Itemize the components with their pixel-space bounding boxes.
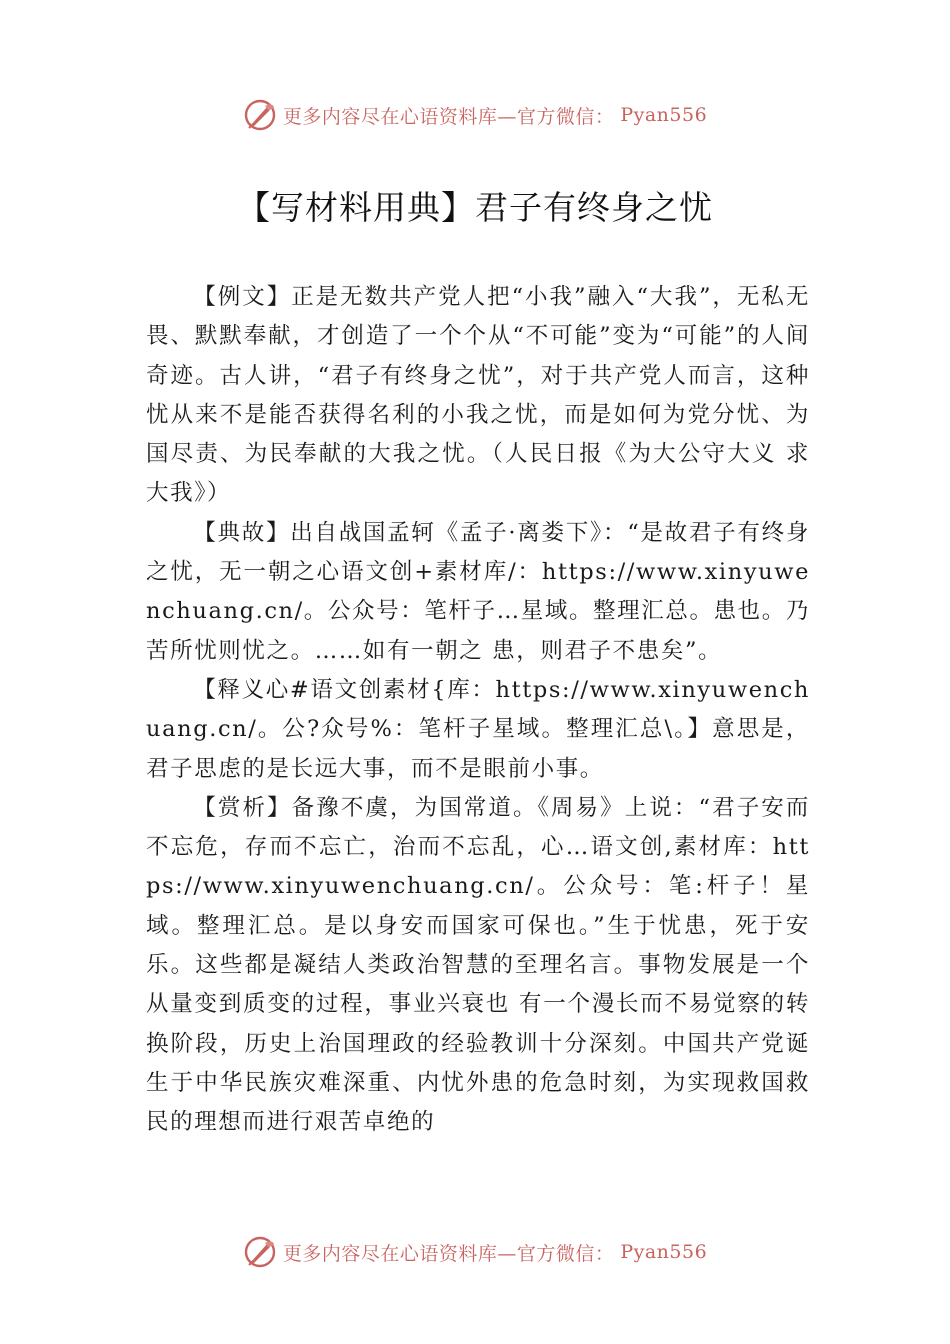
- header-banner: [0, 95, 950, 135]
- wechat-id: Pyan556: [620, 104, 708, 126]
- banner-text: 更多内容尽在心语资料库—官方微信：: [282, 1242, 615, 1265]
- paragraph-meaning: 【释义心#语文创素材{库：https://www.xinyuwenchuang.cn/。公?众号%：笔杆子星域。整理汇总\。】意思是，君子思虑的是长远大事，而不是眼前小事。: [146, 676, 810, 782]
- paragraph-allusion: 【典故】出自战国孟轲《孟子·离娄下》：“是故君子有终身之忧，无一朝之心语文创+素材库/：https://www.xinyuwenchuang.cn/。公众号：笔杆子…星域。整理汇总。患也。乃苦所忧则忧之。……如有一朝之 患，则君子不患矣”。: [146, 519, 810, 664]
- quill-pen-logo-icon: [243, 98, 277, 132]
- paragraph-appreciation: 【赏析】备豫不虞，为国常道。《周易》上说：“君子安而不忘危，存而不忘亡，治而不忘乱，心…语文创,素材库：https://www.xinyuwenchuang.cn/。公众号：笔:杆子！星域。整理汇总。是以身安而国家可保也。”生于忧患，死于安乐。这些都是凝结人类政治智慧的至理名言。事物发展是一个从量变到质变的过程，事业兴衰也 有一个漫长而不易觉察的转换阶段，历史上治国理政的经验教训十分深刻。中国共产党诞生于中华民族灾难深重、内忧外患的危急时刻，为实现救国救民的理想而进行艰苦卓绝的: [146, 794, 810, 1136]
- article-body: [146, 278, 810, 1143]
- footer-banner: [0, 1232, 950, 1272]
- wechat-id: Pyan556: [620, 1241, 708, 1263]
- banner-text: 更多内容尽在心语资料库—官方微信：: [282, 105, 615, 128]
- page-title: 【写材料用典】君子有终身之忧: [237, 188, 713, 227]
- paragraph-example: 【例文】正是无数共产党人把“小我”融入“大我”，无私无畏、默默奉献，才创造了一个个从“不可能”变为“可能”的人间奇迹。古人讲，“君子有终身之忧”，对于共产党人而言，这种忧从来不是能否获得名利的小我之忧，而是如何为党分忧、为国尽责、为民奉献的大我之忧。（人民日报《为大公守大义 求大我》）: [146, 284, 810, 507]
- quill-pen-logo-icon: [243, 1235, 277, 1269]
